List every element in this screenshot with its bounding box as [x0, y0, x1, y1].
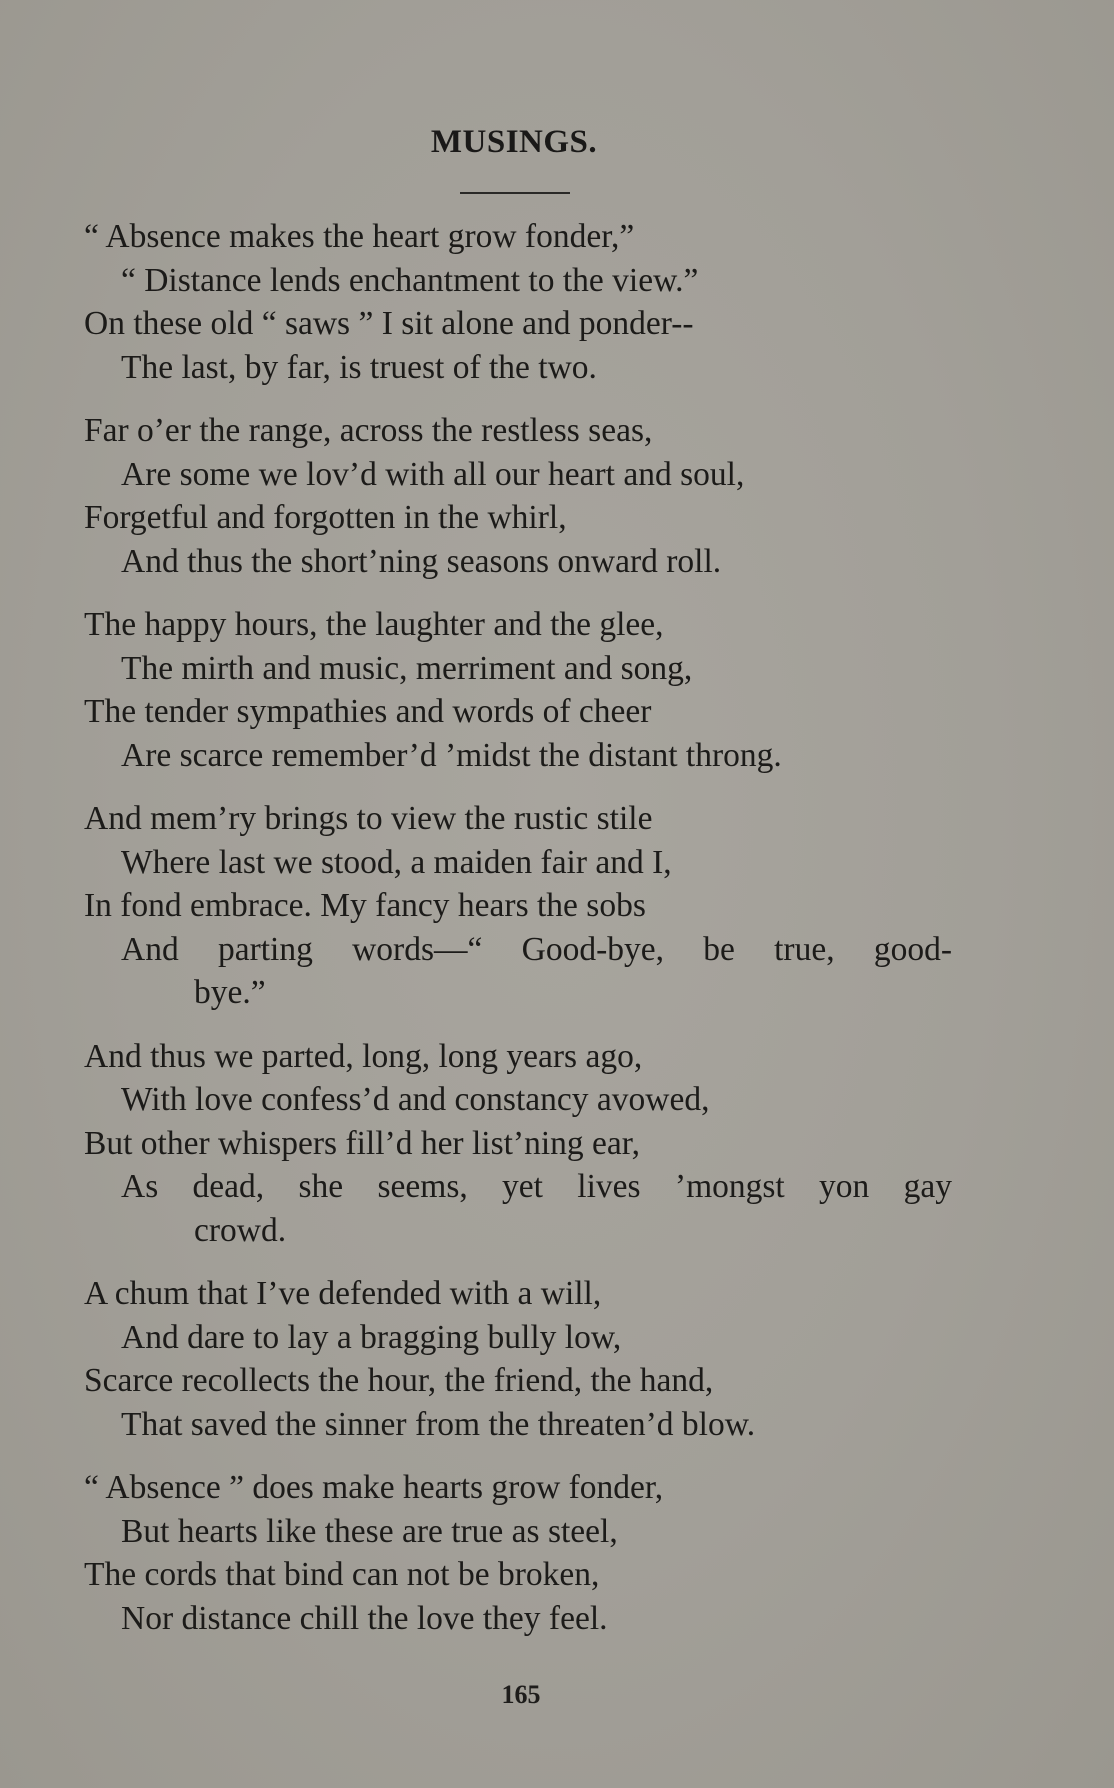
poem-line: And parting words—“ Good-bye, be true, good-	[121, 930, 952, 968]
poem-line: The tender sympathies and words of cheer	[84, 693, 652, 730]
poem-line: And mem’ry brings to view the rustic stile	[84, 800, 653, 837]
poem-line: Are scarce remember’d ’midst the distant throng.	[121, 736, 782, 774]
poem-line: Far o’er the range, across the restless seas,	[84, 412, 653, 449]
poem-line-continuation: bye.”	[194, 974, 266, 1011]
poem-line: “ Distance lends enchantment to the view.”	[121, 261, 699, 299]
poem-line-continuation: crowd.	[194, 1211, 287, 1249]
poem-line: Are some we lov’d with all our heart and soul,	[121, 455, 745, 493]
poem-line: But other whispers fill’d her list’ning ear,	[84, 1124, 640, 1162]
stanza-6	[84, 1272, 952, 1446]
poem-line: With love confess’d and constancy avowed,	[121, 1081, 710, 1118]
page-title: MUSINGS.	[430, 124, 598, 160]
poem-line: And thus the short’ning seasons onward roll.	[121, 542, 722, 580]
poem-line: Where last we stood, a maiden fair and I,	[121, 843, 672, 881]
poem-line: But hearts like these are true as steel,	[121, 1512, 618, 1550]
poem-line: Scarce recollects the hour, the friend, the hand,	[84, 1362, 714, 1399]
page-number: 165	[501, 1680, 541, 1709]
stanza-1	[84, 215, 952, 389]
poem-line: The cords that bind can not be broken,	[84, 1556, 600, 1593]
poem-line: Forgetful and forgotten in the whirl,	[84, 499, 567, 536]
poem-line: And dare to lay a bragging bully low,	[121, 1318, 622, 1356]
poem-line: “ Absence makes the heart grow fonder,”	[84, 218, 635, 255]
stanza-2	[84, 409, 952, 583]
poem-line: The last, by far, is truest of the two.	[121, 348, 597, 386]
poem-line: “ Absence ” does make hearts grow fonder,	[84, 1469, 664, 1506]
poem-line: That saved the sinner from the threaten’d blow.	[121, 1405, 756, 1443]
stanza-3	[84, 603, 952, 777]
stanza-4	[84, 797, 952, 1015]
poem-line: A chum that I’ve defended with a will,	[84, 1275, 602, 1312]
poem-line: In fond embrace. My fancy hears the sobs	[84, 887, 646, 924]
poem-line: The happy hours, the laughter and the glee,	[84, 606, 664, 643]
poem-line: Nor distance chill the love they feel.	[121, 1599, 608, 1637]
poem	[84, 215, 952, 1660]
title-rule	[460, 192, 570, 194]
poem-line: On these old “ saws ” I sit alone and ponder--	[84, 305, 694, 342]
poem-line: And thus we parted, long, long years ago,	[84, 1037, 643, 1075]
stanza-5	[84, 1035, 952, 1253]
stanza-7	[84, 1466, 952, 1640]
poem-line: As dead, she seems, yet lives ’mongst yon gay	[121, 1168, 952, 1205]
poem-line: The mirth and music, merriment and song,	[121, 649, 693, 687]
